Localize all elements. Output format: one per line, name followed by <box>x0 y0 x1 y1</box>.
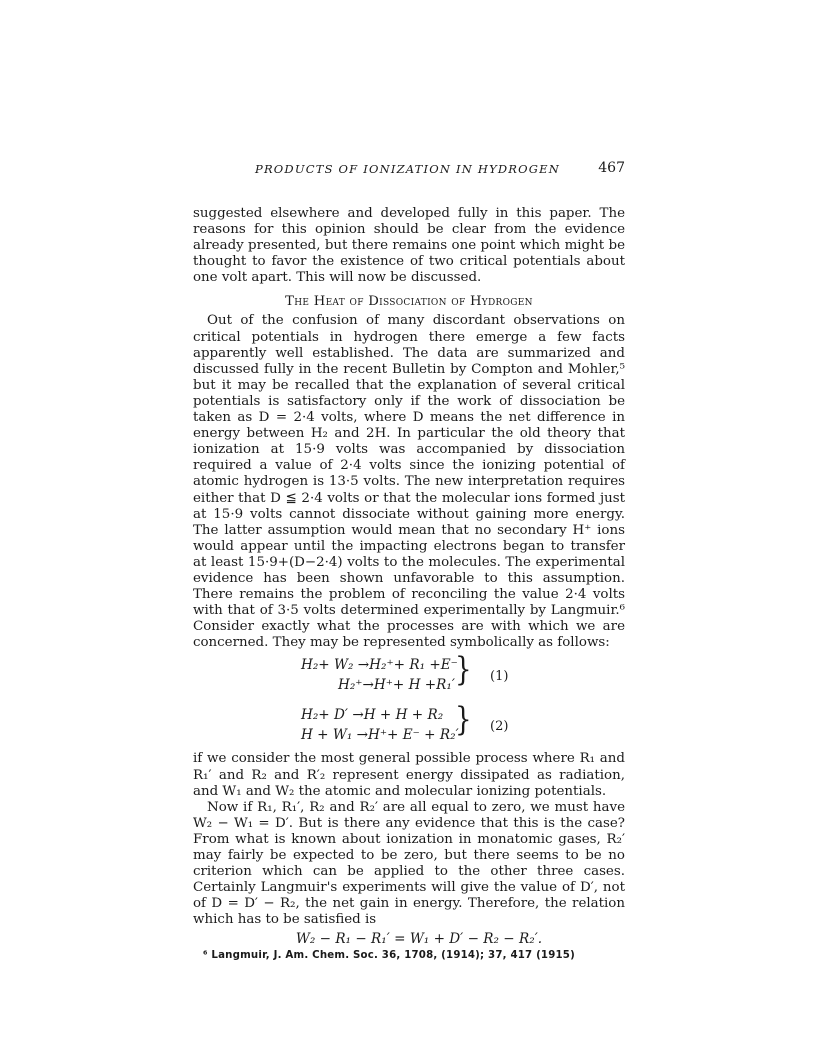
brace-2: } <box>455 701 472 740</box>
page <box>193 158 625 961</box>
final-relation-equation: W₂ − R₁ − R₁′ = W₁ + D′ − R₂ − R₂′. <box>295 931 543 948</box>
equation-1a: H₂+ W₂ →H₂⁺+ R₁ +E⁻ <box>301 657 458 674</box>
brace-1: } <box>455 651 472 690</box>
paragraph-relation: Now if R₁, R₁′, R₂ and R₂′ are all equal to zero, we must have W₂ − W₁ = D′. But is there any evidence that this is the case? From what is known about ionization in monatomic gases, R₂′ may fairly be expected to be zero, but there seems to be no criterion which can be applied to the other three cases. Certainly Langmuir's experiments will give the value of D′, not of D = D′ − R₂, the net gain in energy. Therefore, the relation which has to be satisfied is <box>193 799 625 928</box>
paragraph-heat-of-dissociation: Out of the confusion of many discordant observations on critical potentials in hydrogen there emerge a few facts apparently well established. The data are summarized and discussed fully in the recent Bulletin by Compton and Mohler,⁵ but it may be recalled that the explanation of several critical potentials is satisfactory only if the work of dissociation be taken as D = 2·4 volts, where D means the net difference in energy between H₂ and 2H. In particular the old theory that ionization at 15·9 volts was accompanied by dissociation required a value of 2·4 volts since the ionizing potential of atomic hydrogen is 13·5 volts. The new interpretation requires either that D ≦ 2·4 volts or that the molecular ions formed just at 15·9 volts cannot dissociate without gaining more energy. The latter assumption would mean that no secondary H⁺ ions would appear until the impacting electrons began to transfer at least 15·9+(D−2·4) volts to the molecules. The experimental evidence has been shown unfavorable to this assumption. There remains the problem of reconciling the value 2·4 volts with that of 3·5 volts determined experimentally by Langmuir.⁶ Consider exactly what the processes are with which we are concerned. They may be represented symbolically as follows: <box>193 313 625 651</box>
paragraph-definitions: if we consider the most general possible process where R₁ and R₁′ and R₂ and R′₂ represent energy dissipated as radiation, and W₁ and W₂ the atomic and molecular ionizing potentials. <box>193 751 625 799</box>
paragraph-intro: suggested elsewhere and developed fully in this paper. The reasons for this opinion should be clear from the evidence already presented, but there remains one point which might be thought to favor the existence of two critical potentials about one volt apart. This will now be discussed. <box>193 206 625 286</box>
equation-2b: H + W₁ →H⁺+ E⁻ + R₂′ <box>301 727 459 744</box>
running-title: PRODUCTS OF IONIZATION IN HYDROGEN <box>255 162 561 176</box>
page-header <box>193 158 625 182</box>
equation-number-2: (2) <box>490 719 509 735</box>
equation-1b: H₂⁺→H⁺+ H +R₁′ <box>338 677 455 694</box>
equation-2a: H₂+ D′ →H + H + R₂ <box>301 707 444 724</box>
footnote: ⁶ Langmuir, J. Am. Chem. Soc. 36, 1708, (1914); 37, 417 (1915) <box>203 950 575 962</box>
section-heading: The Heat of Dissociation of Hydrogen <box>285 294 533 310</box>
equation-block <box>193 653 625 775</box>
equation-number-1: (1) <box>490 669 509 685</box>
page-number: 467 <box>598 160 625 176</box>
